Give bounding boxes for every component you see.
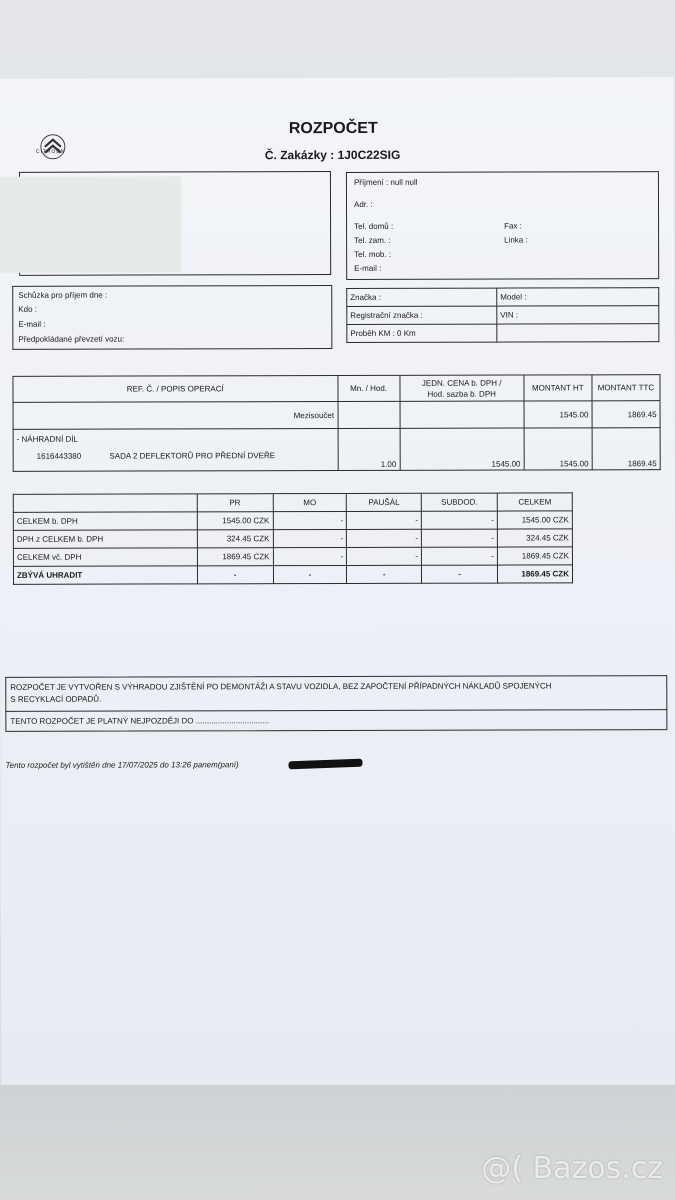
item-ttc: 1869.45: [592, 428, 660, 470]
summary-celkem: 1869.45 CZK: [497, 547, 572, 565]
summary-celkem: 1869.45 CZK: [497, 565, 572, 583]
redacted-area: [0, 176, 181, 272]
summary-mo: -: [273, 547, 347, 565]
subtotal-qty: [338, 401, 400, 428]
summary-subdod: -: [422, 547, 498, 565]
appointment-who: Kdo :: [18, 304, 37, 314]
summary-pausal: -: [347, 511, 422, 529]
appointment-email: E-mail :: [18, 319, 46, 329]
summary-corner: [13, 494, 197, 512]
summary-pr: 1869.45 CZK: [197, 548, 273, 566]
customer-surname: Příjmení : null null: [353, 177, 418, 187]
table-row: [13, 428, 660, 472]
summary-celkem: 324.45 CZK: [497, 529, 572, 547]
vehicle-table: [346, 287, 659, 343]
appointment-meeting: Schůzka pro příjem dne :: [18, 290, 108, 300]
summary-pr: 1545.00 CZK: [197, 512, 273, 530]
summary-header-pr: PR: [197, 494, 273, 512]
header-montant-ht: MONTANT HT: [524, 375, 592, 401]
redacted-signature: [288, 759, 362, 770]
summary-subdod: -: [422, 565, 498, 583]
printed-note: Tento rozpočet byl vytištěn dne 17/07/2025 do 13:26 panem(paní): [5, 760, 239, 770]
customer-phone-work: Tel. zam. :: [354, 235, 391, 245]
item-ref: 1616443380: [36, 451, 82, 461]
customer-phone-mobile: Tel. mob. :: [354, 249, 392, 259]
subtotal-unit: [400, 401, 524, 428]
document-sheet: [0, 77, 675, 1089]
summary-mo: -: [273, 529, 347, 547]
table-row: [13, 565, 572, 584]
summary-pr: -: [197, 566, 273, 584]
summary-label: CELKEM b. DPH: [13, 512, 197, 530]
summary-header-subdod: SUBDOD.: [421, 493, 497, 511]
brand-text: CITROËN: [35, 148, 66, 155]
appointment-expected: Předpokládané převzetí vozu:: [18, 334, 125, 344]
summary-pr: 324.45 CZK: [197, 530, 273, 548]
header-qty: Mn. / Hod.: [337, 375, 399, 401]
summary-header-pausal: PAUŠÁL: [347, 493, 422, 511]
summary-label: DPH z CELKEM b. DPH: [13, 530, 197, 548]
watermark: @( Bazos.cz: [481, 1151, 663, 1186]
page-title: ROZPOČET: [288, 119, 378, 138]
item-unit-price: 1545.00: [400, 428, 524, 470]
summary-pausal: -: [347, 565, 422, 583]
summary-mo: -: [273, 511, 347, 529]
summary-header-mo: MO: [273, 493, 347, 511]
disclaimer-line-2: S RECYKLACÍ ODPADŮ.: [10, 694, 102, 704]
section-label: - NÁHRADNÍ DÍL: [16, 434, 78, 444]
summary-label: CELKEM vč. DPH: [13, 548, 197, 566]
table-row: [13, 511, 572, 530]
header-unit-price: JEDN. CENA b. DPH / Hod. sazba b. DPH: [400, 375, 524, 401]
subtotal-label: Mezisoučet: [13, 401, 338, 429]
order-number: Č. Zakázky : 1J0C22SIG: [264, 147, 401, 163]
summary-pausal: -: [347, 529, 422, 547]
item-description: SADA 2 DEFLEKTORŮ PRO PŘEDNÍ DVEŘE: [109, 451, 276, 461]
operations-table: [12, 374, 660, 472]
vehicle-empty-cell: [497, 324, 659, 342]
summary-mo: -: [273, 565, 347, 583]
item-description-cell: [13, 428, 338, 471]
disclaimer-line-1: ROZPOČET JE VYTVOŘEN S VÝHRADOU ZJIŠTĚNÍ PO DEMONTÁŽI A STAVU VOZIDLA, BEZ ZAPOČTENÍ PŘÍPADNÝCH NÁKLADŮ SPOJENÝCH: [10, 681, 552, 692]
item-ht: 1545.00: [524, 428, 592, 470]
summary-subdod: -: [422, 529, 498, 547]
header-montant-ttc: MONTANT TTC: [592, 375, 660, 401]
summary-label: ZBÝVÁ UHRADIT: [13, 566, 197, 584]
summary-pausal: -: [347, 547, 422, 565]
customer-fax: Fax :: [504, 221, 522, 231]
summary-table: [13, 492, 573, 584]
vehicle-vin: VIN :: [497, 306, 659, 324]
vehicle-mileage: Proběh KM : 0 Km: [347, 324, 497, 342]
customer-address: Adr. :: [353, 199, 373, 209]
header-ref: REF. Č. / POPIS OPERACÍ: [13, 375, 338, 402]
item-qty: 1.00: [338, 428, 400, 470]
vehicle-brand: Značka :: [347, 288, 497, 306]
summary-header-celkem: CELKEM: [497, 493, 572, 511]
summary-subdod: -: [421, 511, 497, 529]
subtotal-ht: 1545.00: [524, 401, 592, 428]
summary-celkem: 1545.00 CZK: [497, 511, 572, 529]
table-row: [13, 529, 572, 548]
customer-line: Linka :: [504, 235, 528, 245]
subtotal-ttc: 1869.45: [592, 401, 660, 428]
validity-line: TENTO ROZPOČET JE PLATNÝ NEJPOZDĚJI DO .................................: [10, 716, 270, 726]
vehicle-registration: Registrační značka :: [347, 306, 497, 324]
customer-email: E-mail :: [354, 263, 382, 273]
table-row: [13, 547, 572, 566]
citroen-logo-icon: [35, 127, 71, 163]
vehicle-model: Model :: [497, 288, 659, 306]
customer-phone-home: Tel. domů :: [354, 221, 394, 231]
